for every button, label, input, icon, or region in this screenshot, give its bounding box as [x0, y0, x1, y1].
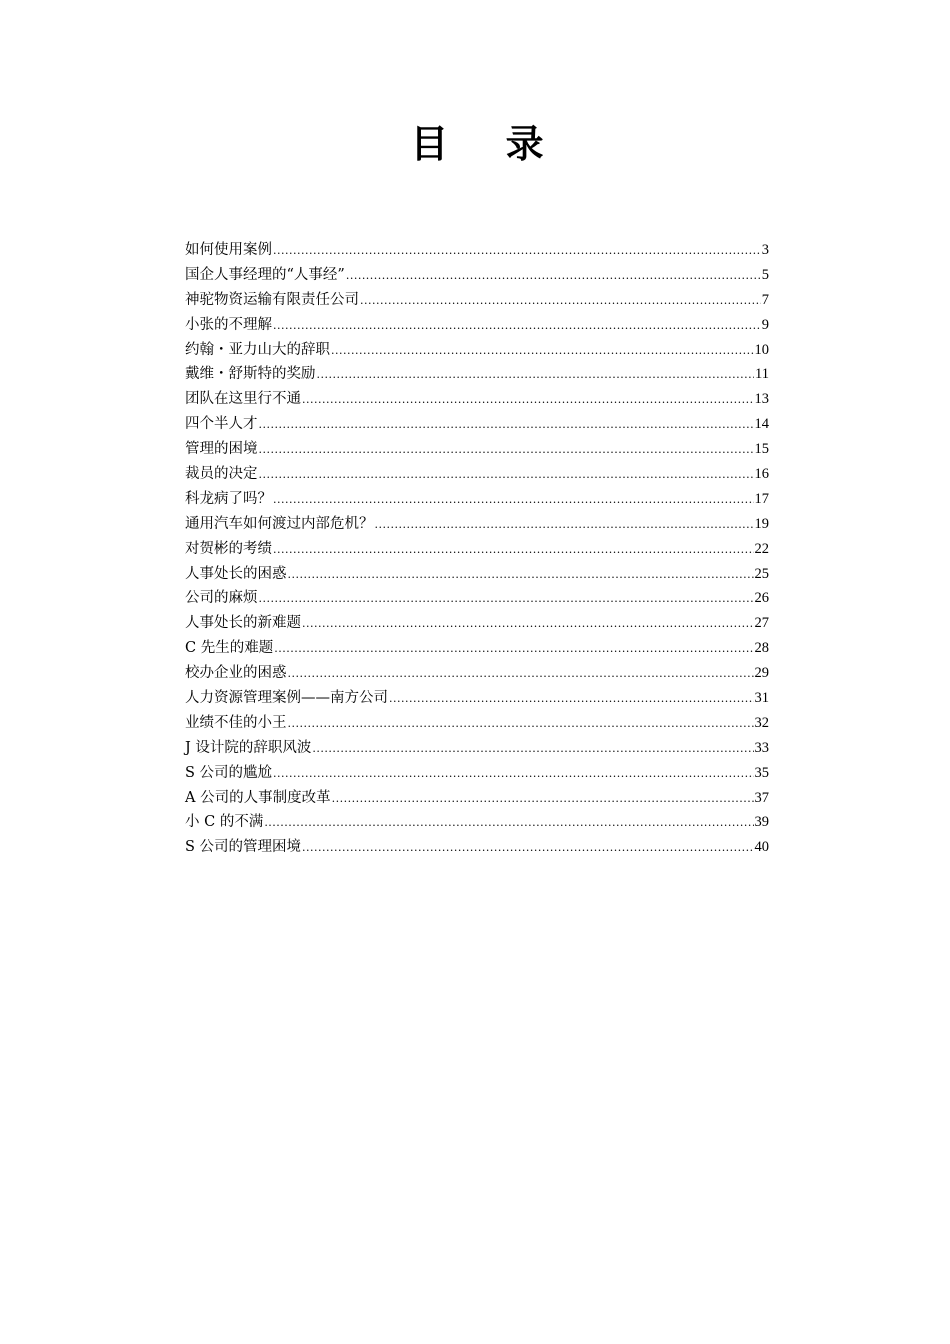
toc-entry-label: 管理的困境 — [185, 441, 258, 458]
toc-entry-label: 团队在这里行不通 — [185, 391, 301, 408]
toc-title: 目 录 — [410, 122, 566, 166]
toc-dot-leader — [360, 289, 761, 314]
toc-entry[interactable] — [185, 387, 769, 412]
toc-dot-leader — [302, 612, 754, 637]
toc-entry-label: 人事处长的新难题 — [185, 615, 301, 632]
toc-entry-label: 人力资源管理案例——南方公司 — [185, 690, 388, 707]
toc-page-number: 40 — [754, 839, 769, 856]
toc-list — [185, 238, 769, 860]
toc-dot-leader — [259, 413, 754, 438]
toc-entry[interactable] — [185, 437, 769, 462]
toc-entry[interactable] — [185, 537, 769, 562]
toc-dot-leader — [332, 787, 754, 812]
toc-page-number: 22 — [754, 540, 769, 557]
toc-page-number: 31 — [754, 690, 769, 707]
toc-page-number: 15 — [754, 441, 769, 458]
toc-page-number: 32 — [754, 714, 769, 731]
toc-dot-leader — [273, 488, 754, 513]
toc-dot-leader — [302, 836, 753, 861]
toc-entry[interactable] — [185, 263, 769, 288]
toc-entry[interactable] — [185, 736, 769, 761]
toc-entry-label: 通用汽车如何渡过内部危机？ — [185, 515, 374, 532]
toc-page-number: 7 — [761, 291, 769, 308]
toc-entry-label: A 公司的人事制度改革 — [185, 789, 331, 806]
toc-dot-leader — [389, 687, 754, 712]
toc-entry-label: 对贺彬的考绩 — [185, 540, 272, 557]
toc-entry[interactable] — [185, 661, 769, 686]
toc-page-number: 13 — [754, 391, 769, 408]
toc-entry[interactable] — [185, 512, 769, 537]
toc-entry[interactable] — [185, 786, 769, 811]
toc-page-number: 11 — [755, 366, 769, 383]
toc-entry[interactable] — [185, 362, 769, 387]
toc-entry-label: 如何使用案例 — [185, 242, 272, 258]
toc-dot-leader — [375, 513, 754, 538]
toc-page-number: 3 — [761, 242, 769, 258]
toc-dot-leader — [273, 538, 754, 563]
toc-entry[interactable] — [185, 586, 769, 611]
toc-dot-leader — [331, 339, 754, 364]
toc-entry-label: S 公司的尴尬 — [185, 764, 273, 781]
toc-dot-leader — [302, 388, 754, 413]
toc-entry-label: S 公司的管理困境 — [185, 839, 302, 856]
toc-page-number: 25 — [754, 565, 769, 582]
toc-dot-leader — [288, 563, 754, 588]
toc-dot-leader — [264, 811, 753, 836]
toc-page-number: 27 — [754, 615, 769, 632]
toc-entry[interactable] — [185, 611, 769, 636]
toc-entry[interactable] — [185, 338, 769, 363]
toc-entry[interactable] — [185, 810, 769, 835]
toc-entry-label: 四个半人才 — [185, 416, 258, 433]
toc-entry[interactable] — [185, 238, 769, 263]
toc-entry[interactable] — [185, 636, 769, 661]
toc-entry[interactable] — [185, 711, 769, 736]
toc-dot-leader — [273, 314, 761, 339]
toc-dot-leader — [273, 762, 753, 787]
toc-entry-label: 公司的麻烦 — [185, 590, 258, 607]
toc-entry[interactable] — [185, 686, 769, 711]
toc-entry-label: 约翰・亚力山大的辞职 — [185, 341, 330, 358]
toc-page-number: 28 — [754, 640, 769, 657]
toc-page-number: 35 — [754, 764, 769, 781]
toc-entry-label: 戴维・舒斯特的奖励 — [185, 366, 316, 383]
toc-page-number: 39 — [754, 814, 769, 831]
toc-entry-label: 小 C 的不满 — [185, 814, 264, 831]
toc-entry[interactable] — [185, 835, 769, 860]
toc-page-number: 29 — [754, 665, 769, 682]
toc-page-number: 10 — [754, 341, 769, 358]
toc-page-number: 14 — [754, 416, 769, 433]
toc-page-number: 33 — [754, 739, 769, 756]
toc-entry[interactable] — [185, 313, 769, 338]
toc-dot-leader — [259, 463, 754, 488]
toc-entry[interactable] — [185, 487, 769, 512]
toc-page-number: 26 — [754, 590, 769, 607]
toc-entry-label: 业绩不佳的小王 — [185, 714, 287, 731]
toc-page-number: 9 — [761, 316, 769, 333]
toc-page-number: 19 — [754, 515, 769, 532]
toc-entry-label: 裁员的决定 — [185, 466, 258, 483]
toc-page-number: 37 — [754, 789, 769, 806]
toc-dot-leader — [317, 363, 755, 388]
toc-dot-leader — [312, 737, 753, 762]
toc-entry-label: 国企人事经理的“人事经” — [185, 266, 345, 283]
toc-entry-label: 人事处长的困惑 — [185, 565, 287, 582]
toc-dot-leader — [288, 662, 754, 687]
toc-entry-label: 科龙病了吗？ — [185, 490, 272, 507]
toc-entry-label: 校办企业的困惑 — [185, 665, 287, 682]
toc-page-number: 16 — [754, 466, 769, 483]
toc-page-number: 17 — [754, 490, 769, 507]
toc-dot-leader — [346, 264, 761, 289]
toc-page-number: 5 — [761, 266, 769, 283]
toc-entry-label: 神驼物资运输有限责任公司 — [185, 291, 359, 308]
toc-dot-leader — [273, 239, 761, 264]
toc-entry-label: J 设计院的辞职风波 — [185, 739, 312, 756]
toc-entry[interactable] — [185, 288, 769, 313]
toc-entry[interactable] — [185, 412, 769, 437]
toc-dot-leader — [259, 587, 754, 612]
toc-dot-leader — [288, 712, 754, 737]
toc-entry[interactable] — [185, 462, 769, 487]
toc-entry[interactable] — [185, 761, 769, 786]
toc-dot-leader — [274, 637, 753, 662]
toc-entry-label: C 先生的难题 — [185, 640, 274, 657]
toc-entry[interactable] — [185, 562, 769, 587]
toc-dot-leader — [259, 438, 754, 463]
toc-entry-label: 小张的不理解 — [185, 316, 272, 333]
